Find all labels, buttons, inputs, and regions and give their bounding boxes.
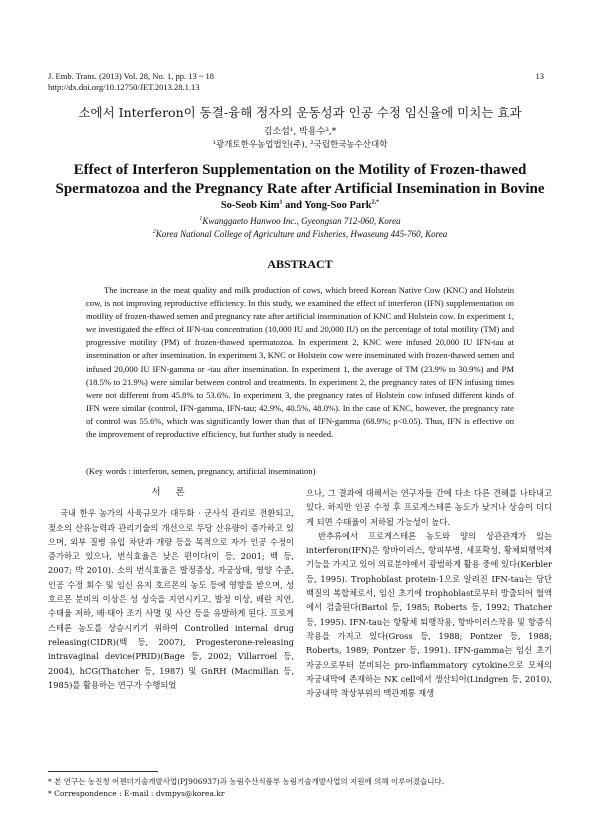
keywords: (Key words : interferon, semen, pregnancy, artificial insemination) — [86, 466, 316, 476]
english-title — [0, 161, 600, 199]
body-column-right — [306, 486, 552, 700]
intro-paragraph-1: 국내 한우 농가의 사육규모가 대두화 · 군사식 관리로 전환되고, 젖소의 산유능력과 관리기술의 개선으로 두당 산유량이 증가하고 있으며, 외부 질병 유입 차단과 개량 등을 목적으로 자가 인공 수정이 증가하고 있으나, 번식효율은 낮은 편이다(이 등, 2001; 백 등, 2007; 박 2010). 소의 번식효율은 발정증상, 자궁상태, 영양 수준, 인공 수정 회수 및 임신 유지 호르몬의 농도 등에 영향을 받으며, 성 호르몬 분비의 이상은 성 성숙을 지연시키고, 발정 이상, 배란 지연, 수태율 저하, 배·태아 조기 사멸 및 사산 등을 유발하게 된다. 프로게스테론 농도를 상승시키기 위하여 Controlled internal drug releasing(CIDR)(백 등, 2007), Progesterone-releasing intravaginal device(PRID)(Bage 등, 2002; Villarroel 등, 2004), hCG(Thatcher 등, 1987) 및 GnRH (Macmillan 등, 1985)를 활용하는 연구가 수행되었 — [48, 508, 294, 690]
footnote-rule — [48, 771, 158, 772]
intro-paragraph-1-continued: 으나, 그 결과에 대해서는 연구자들 간에 다소 다른 견해를 나타내고 있다. 하지만 인공 수정 후 프로게스테론 농도가 낮거나 상승이 더디게 되면 수태율이 저하될 가능성이 높다. — [306, 488, 552, 527]
korean-affiliation: ¹광개토한우농업법인(주), ²국립한국농수산대학 — [212, 140, 388, 150]
footnote-correspondence: * Correspondence : E-mail : dvmpys@korea.kr — [48, 789, 225, 798]
intro-paragraph-2: 반추류에서 프로게스테론 농도와 양의 상관관계가 있는 interferon(IFN)은 항바이러스, 항피부병, 세포확성, 황체퇴행억제 기능을 가지고 있어 의료분야에서 광범하게 활용 중에 있다(Kerbler 등, 1995). Trophoblast protein-1으로 알려진 IFN-tau는 당단백질의 복합체로서, 임신 초기에 trophoblast로부터 방출되어 혈액에서 검출된다(Bartol 등, 1985; Roberts 등, 1992; Thatcher 등, 1995). IFN-tau는 항황체 퇴행작용, 항바이러스작용 및 항증식작용을 가지고 있다(Gross 등, 1988; Pontzer 등, 1988; Roberts, 1989; Pontzer 등, 1991). IFN-gamma는 임신 초기 자궁으로부터 분비되는 pro-inflammatory cytokine으로 모체의 자궁내막에 존재하는 NK cell에서 생산되어(Lindgren 등, 2010), 자궁내막 착상부위의 맥관계통 재생 — [306, 530, 552, 699]
affiliation-1 — [0, 215, 600, 228]
section-heading-introduction: 서 론 — [151, 487, 191, 498]
author-1-sup: 1 — [279, 199, 283, 206]
english-title-line-2: Spermatozoa and the Pregnancy Rate after Artificial Insemination in Bovine — [55, 181, 545, 197]
footnote-funding: * 본 연구는 농진청 어젠더기술개발사업(PJ906937)과 농림수산식품부 농림기술개발사업의 지원에 의해 이루어졌습니다. — [48, 777, 445, 786]
author-join: and — [282, 200, 305, 211]
affiliation-2 — [0, 228, 600, 241]
citation-line: J. Emb. Trans. (2013) Vol. 28, No. 1, pp. 13 ~ 18 — [48, 71, 215, 81]
affiliation-2-text: Korea National College of Agriculture and Fisheries, Hwaseung 445-760, Korea — [155, 229, 448, 239]
korean-authors: 김소섭¹, 박용수²,* — [263, 127, 337, 137]
english-title-line-1: Effect of Interferon Supplementation on the Motility of Frozen-thawed — [73, 162, 527, 178]
doi-link[interactable]: http://dx.doi.org/10.12750/JET.2013.28.1.13 — [48, 82, 200, 92]
page-number: 13 — [535, 71, 544, 81]
english-affiliations — [0, 215, 600, 241]
affiliation-1-text: Kwanggaeto Hanwoo Inc., Gyeongsan 712-060, Korea — [202, 216, 401, 226]
author-2-sup: 2,* — [371, 199, 380, 206]
author-1-name: So-Seob Kim — [220, 200, 280, 211]
author-2-name: Yong-Soo Park — [304, 200, 372, 211]
affiliation-2-sup: 2 — [152, 229, 156, 235]
abstract-heading: ABSTRACT — [267, 257, 333, 271]
english-authors — [0, 200, 600, 211]
abstract-text: The increase in the meat quality and milk production of cows, which breed Korean Native Cow (KNC) and Holstein cow, is not improving reproductive efficiency. In this study, we examined the effect of interferon (IFN) supplementation on motility of frozen-thawed semen and pregnancy rate after artificial insemination of KNC and Holstein cow. In experiment 1, we investigated the effect of IFN-tau concentration (10,000 IU and 20,000 IU) on the percentage of total motility (TM) and progressive motility (PM) of frozen-thawed spermatozoa. In experiment 2, KNC were infused 20,000 IU IFN-tau at insemination or after insemination. In experiment 3, KNC or Holstein cow were inseminated with frozen-thawed semen and infused 20,000 IU IFN-gamma or -tau after insemination. In experiment 1, the average of TM (23.9% to 30.9%) and PM (18.5% to 21.9%) were similar between control and treatments. In experiment 2, the pregnancy rates of IFN infusing times were not different from 45.8% to 53.6%. In experiment 3, the pregnancy rates of Holstein cow infused different kinds of IFN were similar (control, IFN-gamma, IFN-tau; 42.9%, 40.5%, 48.0%). In the case of KNC, however, the pregnancy rate of control was 55.6%, which was significantly lower than that of IFN-gamma (68.9%; p<0.05). Thus, IFN is effective on the improvement of reproductive efficiency, but further study is needed. — [86, 285, 514, 440]
korean-title: 소에서 Interferon이 동결-융해 정자의 운동성과 인공 수정 임신율에 미치는 효과 — [78, 105, 522, 120]
journal-header — [48, 71, 214, 93]
affiliation-1-sup: 1 — [199, 216, 203, 222]
body-column-left — [48, 486, 294, 692]
